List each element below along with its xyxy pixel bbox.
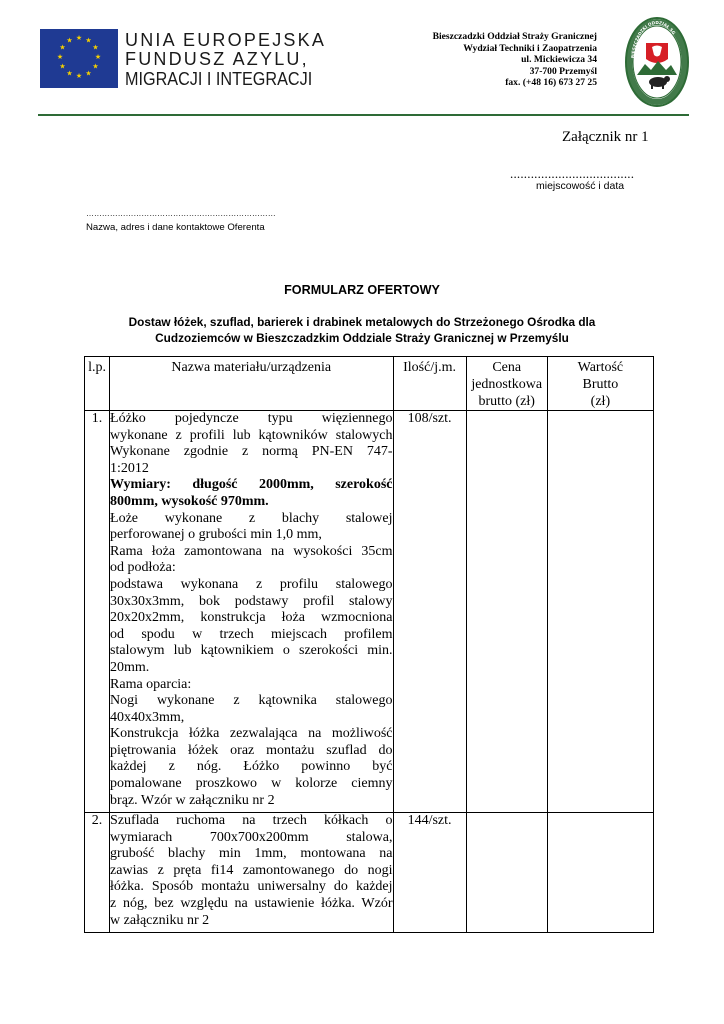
offer-table <box>84 356 654 933</box>
description-line: z nóg, bez względu na ustawienie łóżka. Wzór <box>110 895 393 911</box>
description-line: piętrowania łóżek oraz montażu szuflad do <box>110 742 393 758</box>
subtitle-line: Dostaw łóżek, szuflad, barierek i drabinek metalowych do Strzeżonego Ośrodka dla <box>128 315 596 329</box>
description-line: brąz. Wzór w załączniku nr 2 <box>110 792 275 808</box>
eu-fund-line: MIGRACJI I INTEGRACJI <box>125 69 313 89</box>
description-line: wymiarach 700x700x200mm stalowa, <box>110 829 393 845</box>
description-line: Łoże wykonane z blachy stalowej <box>110 510 393 526</box>
sender-address <box>433 31 597 89</box>
description-line: 20x20x2mm, konstrukcja łoża wzmocniona <box>110 610 393 626</box>
description-line: pomalowane proszkowo w kolorze ciemny <box>110 776 393 792</box>
eu-fund-line: FUNDUSZ AZYLU, <box>125 49 309 69</box>
description-line: 20mm. <box>110 659 150 675</box>
address-line: fax. (+48 16) 673 27 25 <box>505 77 597 89</box>
svg-text:★: ★ <box>94 53 102 61</box>
eu-flag-logo <box>40 29 118 88</box>
description-line: każdej z nóg. Łóżko powinno być <box>110 759 393 775</box>
eu-fund-name <box>125 31 333 90</box>
description-line: zawias z pręta fi14 zamontowanego do nogi <box>110 862 393 878</box>
row-unit-price-cell[interactable] <box>466 411 547 813</box>
description-line: Rama łoża zamontowana na wysokości 35cm <box>110 543 393 559</box>
svg-text:★: ★ <box>59 62 66 71</box>
table-row <box>85 411 654 813</box>
address-line: ul. Mickiewicza 34 <box>521 54 597 66</box>
svg-text:★: ★ <box>66 36 73 45</box>
description-line-bold: 800mm, wysokość 970mm. <box>110 493 269 509</box>
svg-text:★: ★ <box>75 34 83 42</box>
description-line: Rama oparcia: <box>110 676 192 692</box>
svg-text:★: ★ <box>92 62 99 71</box>
description-line: Nogi wykonane z kątownika stalowego <box>110 693 393 709</box>
row-lp: 2. <box>85 813 110 933</box>
header-total-line: Wartość <box>577 360 624 375</box>
offeror-field: ……………………………………………………………… <box>86 209 276 218</box>
header-divider <box>38 114 689 116</box>
description-line: grubość blachy min 1mm, montowana na <box>110 846 393 862</box>
emblem-ring-text: BIESZCZADZKI ODDZIAŁ SG <box>630 19 677 59</box>
description-line: łóżka. Sposób montażu uniwersalny do każdej <box>110 879 393 895</box>
address-line: Bieszczadzki Oddział Straży Granicznej <box>432 31 597 42</box>
row-total-cell[interactable] <box>547 411 653 813</box>
address-line: 37-700 Przemyśl <box>529 65 597 77</box>
description-line: od spodu w trzech miejscach profilem <box>110 626 393 642</box>
header-total-line: (zł) <box>590 394 611 409</box>
form-subtitle <box>90 314 634 346</box>
description-line: perforowanej o grubości min 1,0 mm, <box>110 527 322 543</box>
offeror-label: Nazwa, adres i dane kontaktowe Oferenta <box>86 222 265 233</box>
description-line: Konstrukcja łóżka zezwalająca na możliwość <box>110 726 393 742</box>
place-date-field: .................................... <box>510 166 635 181</box>
header-lp: l.p. <box>85 357 110 411</box>
svg-text:★: ★ <box>75 72 83 80</box>
address-line: Wydział Techniki i Zaopatrzenia <box>463 42 597 54</box>
header-name: Nazwa materiału/urządzenia <box>110 357 393 411</box>
description-line-bold: Wymiary: długość 2000mm, szerokość <box>110 477 393 493</box>
eu-fund-line: UNIA EUROPEJSKA <box>125 30 327 50</box>
svg-text:★: ★ <box>56 53 64 61</box>
description-line: 30x30x3mm, bok podstawy profil stalowy <box>110 593 393 609</box>
description-line: Łóżko pojedyncze typu więziennego <box>110 411 393 426</box>
svg-text:★: ★ <box>66 69 73 78</box>
row-quantity: 108/szt. <box>393 411 466 813</box>
description-line: Szuflada ruchoma na trzech kółkach o <box>110 813 393 828</box>
description-line: 40x40x3mm, <box>110 709 185 725</box>
description-line: stalowym lub kątownikiem o szerokości min. <box>110 643 393 659</box>
header-price <box>466 357 547 411</box>
header-qty: Ilość/j.m. <box>393 357 466 411</box>
row-quantity: 144/szt. <box>393 813 466 933</box>
header-price-line: brutto (zł) <box>478 394 535 409</box>
svg-text:★: ★ <box>85 69 92 78</box>
row-description <box>110 411 393 813</box>
place-date-label: miejscowość i data <box>536 180 625 192</box>
description-line: 1:2012 <box>110 460 149 476</box>
row-lp: 1. <box>85 411 110 813</box>
description-line: podstawa wykonana z profilu stalowego <box>110 576 393 592</box>
row-description <box>110 813 393 933</box>
subtitle-line: Cudzoziemców w Bieszczadzkim Oddziale Straży Granicznej w Przemyślu <box>155 331 569 345</box>
svg-text:★: ★ <box>92 43 99 52</box>
description-line: Wykonane zgodnie z normą PN-EN 747- <box>110 444 393 460</box>
header-total-line: Brutto <box>582 377 619 392</box>
form-title: FORMULARZ OFERTOWY <box>284 283 440 297</box>
description-line: od podłoża: <box>110 560 176 576</box>
table-header-row <box>85 357 654 411</box>
table-row <box>85 813 654 933</box>
description-line: w załączniku nr 2 <box>110 912 210 928</box>
row-total-cell[interactable] <box>547 813 653 933</box>
svg-text:★: ★ <box>85 36 92 45</box>
description-line: wykonane z profili lub kątowników stalowych <box>110 427 393 443</box>
header-price-line: jednostkowa <box>471 377 543 392</box>
header-price-line: Cena <box>492 360 522 375</box>
border-guard-emblem-logo <box>625 17 689 107</box>
row-unit-price-cell[interactable] <box>466 813 547 933</box>
header-total <box>547 357 653 411</box>
annex-number: Załącznik nr 1 <box>562 129 649 145</box>
svg-text:★: ★ <box>59 43 66 52</box>
